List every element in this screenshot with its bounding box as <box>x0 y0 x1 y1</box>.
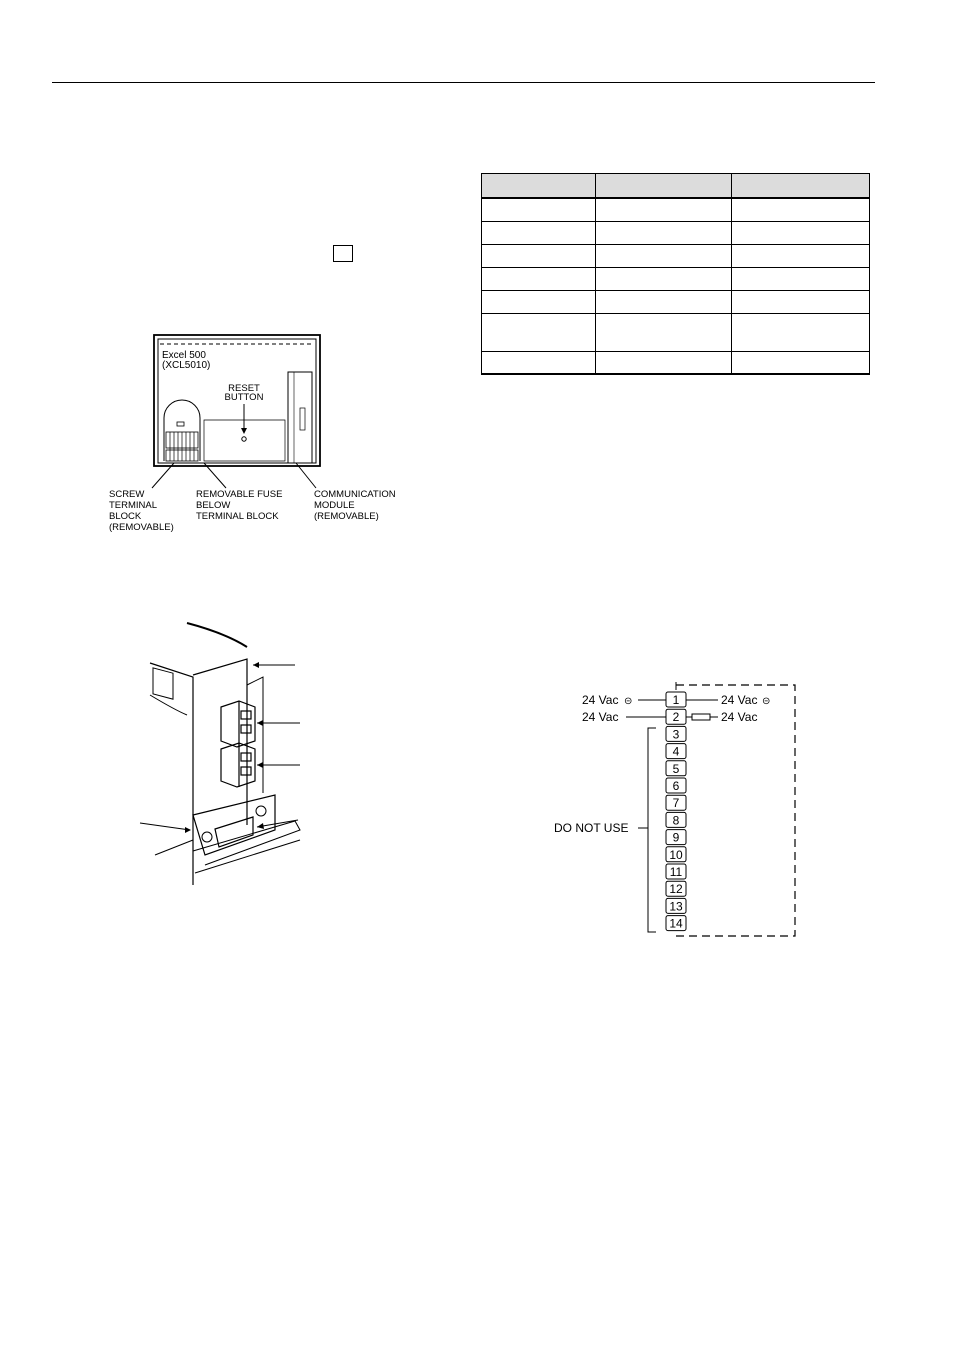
left-24vac-2: 24 Vac <box>582 710 619 724</box>
table-header-row <box>482 174 870 199</box>
terminal-number: 12 <box>669 882 683 897</box>
do-not-use-label: DO NOT USE <box>554 821 629 835</box>
terminal-number: 8 <box>672 813 680 828</box>
left-24vac-1: 24 Vac <box>582 693 619 707</box>
checkbox-square <box>333 245 353 262</box>
terminal-number: 3 <box>672 727 680 742</box>
terminal-number: 7 <box>672 796 680 811</box>
terminal-number: 9 <box>672 830 680 845</box>
header-rule <box>52 82 875 83</box>
table-row <box>482 221 870 244</box>
table-row <box>482 244 870 267</box>
controller-front-diagram <box>100 330 410 540</box>
terminal-number: 13 <box>669 899 683 914</box>
reset-button <box>242 437 246 441</box>
table-row <box>482 313 870 351</box>
terminal-number: 1 <box>672 693 680 707</box>
right-24vac-1: 24 Vac <box>721 693 758 707</box>
table-row <box>482 290 870 313</box>
table-row <box>482 267 870 290</box>
terminal-number: 6 <box>672 779 680 793</box>
connector-perspective-diagram <box>135 615 310 900</box>
reset-label-1: RESET <box>228 383 260 394</box>
terminal-number: 14 <box>669 916 683 931</box>
terminal-strip <box>666 692 686 931</box>
terminal-wiring-diagram <box>550 680 800 940</box>
minus-symbol: ⊝ <box>624 696 633 707</box>
removable-fuse-label: REMOVABLE FUSE BELOW TERMINAL BLOCK <box>196 489 283 522</box>
minus-symbol: ⊝ <box>762 696 771 707</box>
terminal-number: 11 <box>669 865 683 879</box>
device-name: Excel 500 <box>162 350 206 361</box>
terminal-number: 4 <box>672 744 680 759</box>
terminal-number: 10 <box>669 847 683 862</box>
table-header-cell <box>596 174 732 199</box>
right-24vac-2: 24 Vac <box>721 710 758 724</box>
table-row <box>482 198 870 221</box>
table-header-cell <box>482 174 596 199</box>
screw-terminal-label: SCREW TERMINAL BLOCK (REMOVABLE) <box>109 489 174 533</box>
spec-table <box>481 173 870 375</box>
device-model: (XCL5010) <box>162 360 211 371</box>
table-header-cell <box>732 174 870 199</box>
terminal-number: 5 <box>672 761 680 776</box>
terminal-number: 2 <box>672 710 680 725</box>
reset-label-2: BUTTON <box>224 392 264 403</box>
comm-module-label: COMMUNICATION MODULE (REMOVABLE) <box>314 489 396 522</box>
table-row <box>482 351 870 374</box>
